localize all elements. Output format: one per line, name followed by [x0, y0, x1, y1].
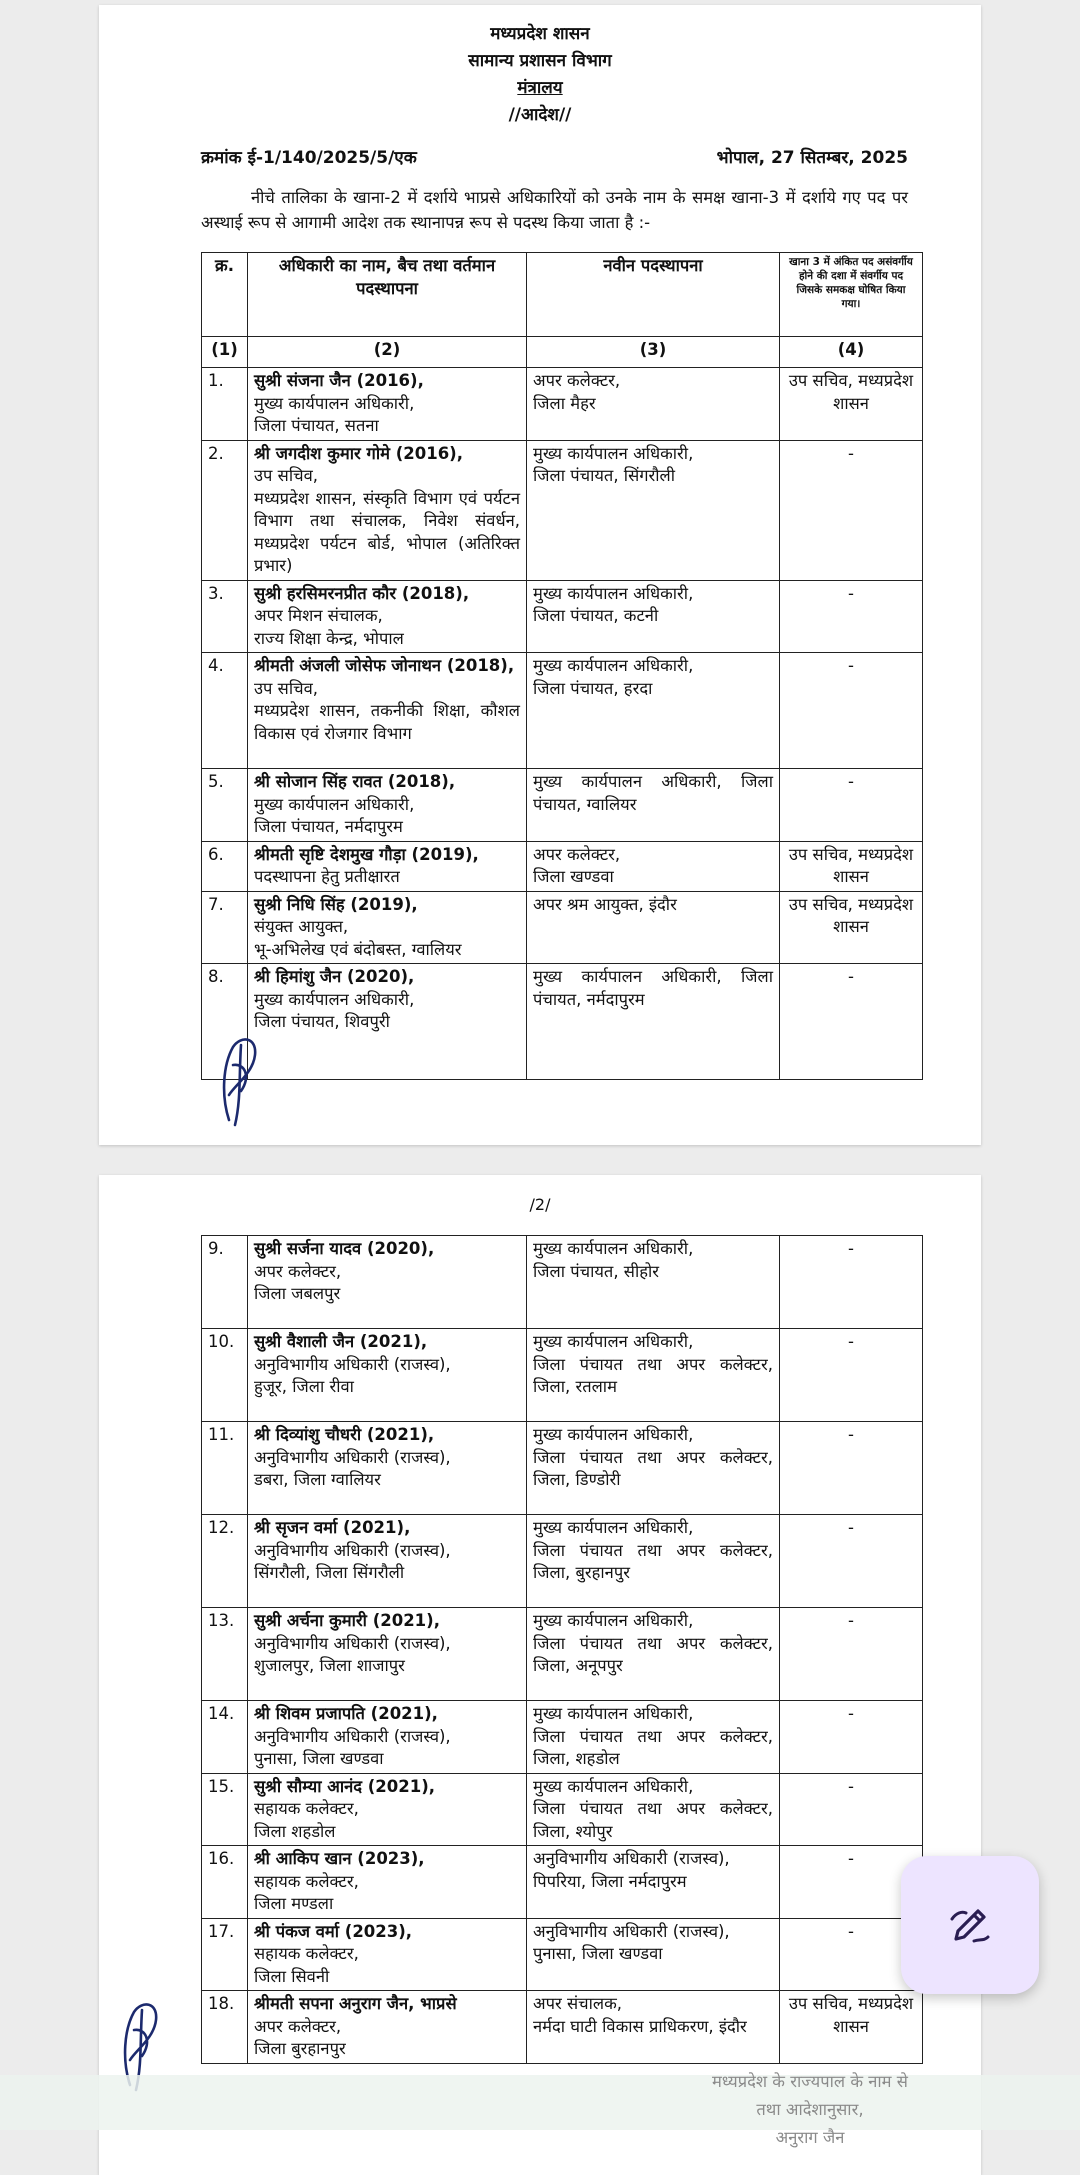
new-posting: मुख्य कार्यपालन अधिकारी, जिला पंचायत तथा अपर कलेक्टर, जिला, श्योपुर	[527, 1773, 780, 1846]
dept-title: सामान्य प्रशासन विभाग	[468, 51, 612, 71]
new-posting: मुख्य कार्यपालन अधिकारी, जिला पंचायत तथा अपर कलेक्टर, जिला, डिण्डोरी	[527, 1422, 780, 1515]
table-row	[202, 653, 923, 769]
new-posting: अपर कलेक्टर, जिला मैहर	[527, 368, 780, 441]
officer-name: सुश्री अर्चना कुमारी (2021),	[254, 1611, 440, 1630]
officer-cell	[248, 1918, 527, 1991]
signoff-line: अनुराग जैन	[775, 2128, 845, 2147]
officer-name: श्रीमती अंजली जोसेफ जोनाथन (2018),	[254, 656, 515, 675]
officer-name: सुश्री हरसिमरनप्रीत कौर (2018),	[254, 583, 470, 603]
initials-signature	[211, 1025, 271, 1135]
document-page-1	[99, 5, 981, 1145]
equivalent-post: -	[780, 1422, 923, 1515]
officer-name: श्री शिवम प्रजापति (2021),	[254, 1704, 438, 1723]
serial-number: 12.	[202, 1515, 248, 1608]
current-posting: मुख्य कार्यपालन अधिकारी, जिला पंचायत, नर्मदापुरम	[254, 794, 415, 836]
table-row	[202, 964, 923, 1080]
table-row	[202, 1608, 923, 1701]
officer-name: सुश्री निधि सिंह (2019),	[254, 894, 418, 914]
col-header-sn: क्र.	[202, 253, 248, 337]
table-row	[202, 1918, 923, 1991]
new-posting: मुख्य कार्यपालन अधिकारी, जिला पंचायत, ग्वालियर	[527, 769, 780, 842]
new-posting: मुख्य कार्यपालन अधिकारी, जिला पंचायत, सिंगरौली	[527, 440, 780, 580]
serial-number: 8.	[202, 964, 248, 1080]
page-marker: /2/	[529, 1195, 551, 1214]
officer-cell	[248, 1991, 527, 2064]
current-posting: अपर मिशन संचालक, राज्य शिक्षा केन्द्र, भोपाल	[254, 606, 404, 648]
officer-name: सुश्री सौम्या आनंद (2021),	[254, 1776, 436, 1796]
current-posting: अनुविभागीय अधिकारी (राजस्व), सिंगरौली, जिला सिंगरौली	[254, 1540, 451, 1582]
serial-number: 1.	[202, 368, 248, 441]
equivalent-post: -	[780, 769, 923, 842]
equivalent-post: -	[780, 1236, 923, 1329]
signoff-line: तथा आदेशानुसार,	[756, 2100, 864, 2119]
officer-name: सुश्री सर्जना यादव (2020),	[254, 1239, 435, 1258]
new-posting: अनुविभागीय अधिकारी (राजस्व), पिपरिया, जिला नर्मदापुरम	[527, 1846, 780, 1919]
current-posting: उप सचिव, मध्यप्रदेश शासन, तकनीकी शिक्षा, कौशल विकास एवं रोजगार विभाग	[254, 678, 520, 743]
officer-cell	[248, 769, 527, 842]
equivalent-post: -	[780, 964, 923, 1080]
current-posting: अनुविभागीय अधिकारी (राजस्व), हुजूर, जिला रीवा	[254, 1354, 451, 1396]
new-posting: मुख्य कार्यपालन अधिकारी, जिला पंचायत तथा अपर कलेक्टर, जिला, अनूपपुर	[527, 1608, 780, 1701]
order-title: //आदेश//	[508, 105, 572, 125]
col-header-equivalent: खाना 3 में अंकित पद असंवर्गीय होने की दशा में संवर्गीय पद जिसके समकक्ष घोषित किया गया।	[780, 253, 923, 337]
current-posting: मुख्य कार्यपालन अधिकारी, जिला पंचायत, शिवपुरी	[254, 989, 415, 1031]
current-posting: पदस्थापना हेतु प्रतीक्षारत	[254, 867, 400, 886]
officer-name: श्री सृजन वर्मा (2021),	[254, 1518, 411, 1537]
officer-name: सुश्री संजना जैन (2016),	[254, 371, 424, 390]
officer-name: श्री आकिप खान (2023),	[254, 1849, 425, 1868]
officer-cell	[248, 1608, 527, 1701]
serial-number: 2.	[202, 440, 248, 580]
officer-cell	[248, 1422, 527, 1515]
equivalent-post: उप सचिव, मध्यप्रदेश शासन	[780, 1991, 923, 2064]
table-row	[202, 1991, 923, 2064]
equivalent-post: उप सचिव, मध्यप्रदेश शासन	[780, 368, 923, 441]
equivalent-post: -	[780, 1701, 923, 1774]
serial-number: 13.	[202, 1608, 248, 1701]
officer-name: सुश्री वैशाली जैन (2021),	[254, 1332, 428, 1351]
current-posting: अनुविभागीय अधिकारी (राजस्व), शुजालपुर, जिला शाजापुर	[254, 1633, 451, 1675]
table-row	[202, 891, 923, 964]
equivalent-post: -	[780, 440, 923, 580]
signoff-block	[640, 2068, 980, 2152]
serial-number: 6.	[202, 841, 248, 891]
serial-number: 14.	[202, 1701, 248, 1774]
new-posting: मुख्य कार्यपालन अधिकारी, जिला पंचायत, सीहोर	[527, 1236, 780, 1329]
col-header-officer: अधिकारी का नाम, बैच तथा वर्तमान पदस्थापना	[248, 253, 527, 337]
edit-pen-icon	[944, 1899, 996, 1951]
officer-cell	[248, 1701, 527, 1774]
serial-number: 15.	[202, 1773, 248, 1846]
col-number: (4)	[780, 337, 923, 368]
equivalent-post: -	[780, 1515, 923, 1608]
ministry-title: मंत्रालय	[517, 78, 563, 98]
equivalent-post: -	[780, 1608, 923, 1701]
serial-number: 7.	[202, 891, 248, 964]
table-row	[202, 1773, 923, 1846]
officer-cell	[248, 580, 527, 653]
new-posting: अपर श्रम आयुक्त, इंदौर	[527, 891, 780, 964]
equivalent-post: -	[780, 1329, 923, 1422]
current-posting: मुख्य कार्यपालन अधिकारी, जिला पंचायत, सतना	[254, 393, 415, 435]
officer-cell	[248, 1329, 527, 1422]
equivalent-post: -	[780, 653, 923, 769]
officer-cell	[248, 1515, 527, 1608]
officer-cell	[248, 440, 527, 580]
officer-cell	[248, 891, 527, 964]
current-posting: सहायक कलेक्टर, जिला शहडोल	[254, 1799, 359, 1841]
table-row	[202, 1846, 923, 1919]
order-number: क्रमांक ई-1/140/2025/5/एक	[201, 148, 417, 168]
signoff-line: मध्यप्रदेश के राज्यपाल के नाम से	[712, 2072, 908, 2091]
serial-number: 17.	[202, 1918, 248, 1991]
table-row	[202, 841, 923, 891]
equivalent-post: -	[780, 1918, 923, 1991]
new-posting: मुख्य कार्यपालन अधिकारी, जिला पंचायत, नर्मदापुरम	[527, 964, 780, 1080]
col-header-new-posting: नवीन पदस्थापना	[527, 253, 780, 337]
new-posting: अपर कलेक्टर, जिला खण्डवा	[527, 841, 780, 891]
posting-table	[201, 252, 923, 1080]
officer-cell	[248, 1773, 527, 1846]
table-row	[202, 1422, 923, 1515]
govt-title: मध्यप्रदेश शासन	[490, 24, 590, 44]
place-date: भोपाल, 27 सितम्बर, 2025	[716, 148, 908, 168]
officer-name: श्री जगदीश कुमार गोमे (2016),	[254, 443, 463, 463]
serial-number: 9.	[202, 1236, 248, 1329]
edit-fab-button[interactable]	[901, 1856, 1039, 1994]
current-posting: अपर कलेक्टर, जिला जबलपुर	[254, 1261, 342, 1303]
serial-number: 3.	[202, 580, 248, 653]
equivalent-post: -	[780, 580, 923, 653]
new-posting: अनुविभागीय अधिकारी (राजस्व), पुनासा, जिला खण्डवा	[527, 1918, 780, 1991]
col-number: (3)	[527, 337, 780, 368]
serial-number: 4.	[202, 653, 248, 769]
current-posting: उप सचिव, मध्यप्रदेश शासन, संस्कृति विभाग एवं पर्यटन विभाग तथा संचालक, निवेश संवर्धन, मध्यप्रदेश पर्यटन बोर्ड, भोपाल (अतिरिक्त प्रभार)	[254, 466, 520, 575]
officer-cell	[248, 841, 527, 891]
new-posting: मुख्य कार्यपालन अधिकारी, जिला पंचायत तथा अपर कलेक्टर, जिला, शहडोल	[527, 1701, 780, 1774]
serial-number: 5.	[202, 769, 248, 842]
serial-number: 10.	[202, 1329, 248, 1422]
new-posting: मुख्य कार्यपालन अधिकारी, जिला पंचायत, हरदा	[527, 653, 780, 769]
officer-name: श्री पंकज वर्मा (2023),	[254, 1921, 413, 1941]
new-posting: मुख्य कार्यपालन अधिकारी, जिला पंचायत तथा अपर कलेक्टर, जिला, बुरहानपुर	[527, 1515, 780, 1608]
table-row	[202, 1236, 923, 1329]
intro-paragraph: नीचे तालिका के खाना-2 में दर्शाये भाप्रसे अधिकारियों को उनके नाम के समक्ष खाना-3 में दर्शाये गए पद पर अस्थाई रूप से आगामी आदेश तक स्थानापन्न रूप से पदस्थ किया जाता है :-	[201, 188, 908, 232]
officer-cell	[248, 653, 527, 769]
serial-number: 16.	[202, 1846, 248, 1919]
equivalent-post: -	[780, 1773, 923, 1846]
col-number: (2)	[248, 337, 527, 368]
current-posting: अनुविभागीय अधिकारी (राजस्व), डबरा, जिला ग्वालियर	[254, 1447, 451, 1489]
document-page-2	[99, 1175, 981, 2175]
current-posting: संयुक्त आयुक्त, भू-अभिलेख एवं बंदोबस्त, ग्वालियर	[254, 917, 462, 959]
new-posting: अपर संचालक, नर्मदा घाटी विकास प्राधिकरण, इंदौर	[527, 1991, 780, 2064]
officer-cell	[248, 964, 527, 1080]
serial-number: 18.	[202, 1991, 248, 2064]
table-row	[202, 440, 923, 580]
col-number: (1)	[202, 337, 248, 368]
officer-cell	[248, 1846, 527, 1919]
officer-name: श्री दिव्यांशु चौधरी (2021),	[254, 1425, 435, 1444]
equivalent-post: उप सचिव, मध्यप्रदेश शासन	[780, 841, 923, 891]
table-row	[202, 368, 923, 441]
current-posting: सहायक कलेक्टर, जिला सिवनी	[254, 1944, 359, 1986]
posting-table-continued	[201, 1235, 923, 2064]
officer-name: श्रीमती सपना अनुराग जैन, भाप्रसे	[254, 1994, 457, 2013]
officer-cell	[248, 368, 527, 441]
table-row	[202, 769, 923, 842]
current-posting: अपर कलेक्टर, जिला बुरहानपुर	[254, 2016, 346, 2058]
officer-name: श्री हिमांशु जैन (2020),	[254, 967, 415, 986]
serial-number: 11.	[202, 1422, 248, 1515]
equivalent-post: -	[780, 1846, 923, 1919]
equivalent-post: उप सचिव, मध्यप्रदेश शासन	[780, 891, 923, 964]
new-posting: मुख्य कार्यपालन अधिकारी, जिला पंचायत, कटनी	[527, 580, 780, 653]
table-row	[202, 1329, 923, 1422]
table-row	[202, 580, 923, 653]
table-row	[202, 1701, 923, 1774]
current-posting: सहायक कलेक्टर, जिला मण्डला	[254, 1871, 359, 1913]
officer-cell	[248, 1236, 527, 1329]
current-posting: अनुविभागीय अधिकारी (राजस्व), पुनासा, जिला खण्डवा	[254, 1726, 451, 1768]
table-row	[202, 1515, 923, 1608]
officer-name: श्री सोजान सिंह रावत (2018),	[254, 772, 456, 791]
new-posting: मुख्य कार्यपालन अधिकारी, जिला पंचायत तथा अपर कलेक्टर, जिला, रतलाम	[527, 1329, 780, 1422]
officer-name: श्रीमती सृष्टि देशमुख गौड़ा (2019),	[254, 844, 479, 864]
